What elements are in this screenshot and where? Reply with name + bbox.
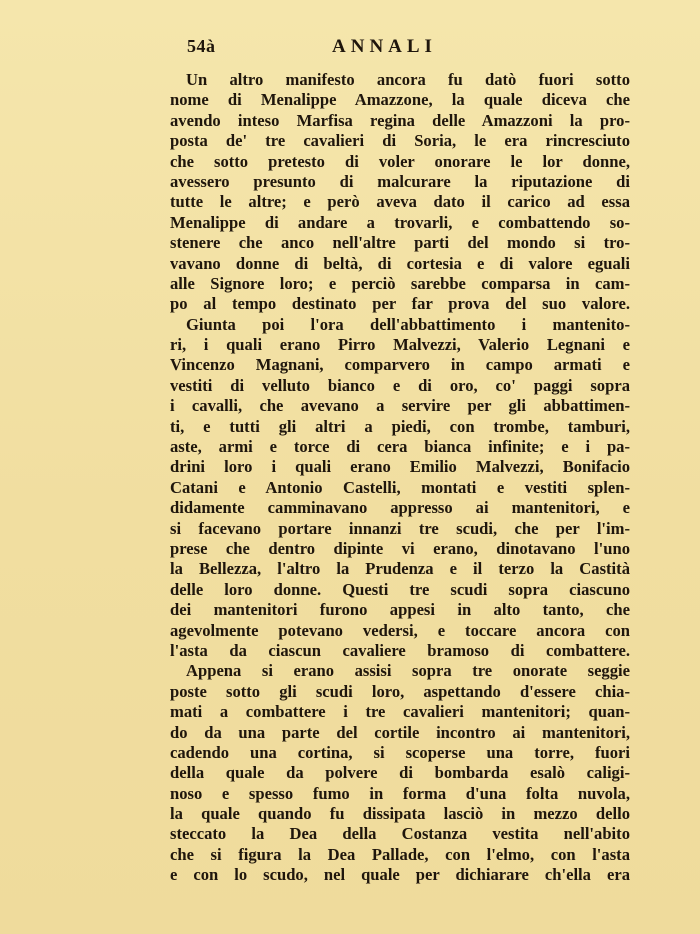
text-line: do da una parte del cortile incontro ai mantenitori,: [170, 722, 630, 742]
text-line: vavano donne di beltà, di cortesia e di valore eguali: [170, 253, 630, 273]
text-line: dei mantenitori furono appesi in alto tanto, che: [170, 600, 630, 620]
text-line: Menalippe di andare a trovarli, e combattendo so-: [170, 212, 630, 232]
paragraph: [170, 70, 630, 315]
text-line: ti, e tutti gli altri a piedi, con trombe, tamburi,: [170, 416, 630, 436]
paragraph: [170, 661, 630, 885]
text-line: vestiti di velluto bianco e di oro, co' paggi sopra: [170, 375, 630, 395]
text-line: della quale da polvere di bombarda esalò caligi-: [170, 763, 630, 783]
text-line: tutte le altre; e però aveva dato il carico ad essa: [170, 192, 630, 212]
text-line: e con lo scudo, nel quale per dichiarare ch'ella era: [170, 865, 630, 885]
text-line: che sotto pretesto di voler onorare le lor donne,: [170, 151, 630, 171]
text-line: drini loro i quali erano Emilio Malvezzi, Bonifacio: [170, 457, 630, 477]
text-line: la quale quando fu dissipata lasciò in mezzo dello: [170, 804, 630, 824]
text-line: Giunta poi l'ora dell'abbattimento i mantenito-: [186, 314, 630, 334]
text-line: Un altro manifesto ancora fu datò fuori sotto: [186, 70, 630, 89]
text-line: cadendo una cortina, si scoperse una torre, fuori: [170, 742, 630, 762]
text-line: poste sotto gli scudi loro, aspettando d'essere chia-: [170, 681, 630, 701]
page-number: 54à: [187, 36, 216, 56]
text-line: posta de' tre cavalieri di Soria, le era rincresciuto: [170, 131, 630, 151]
text-line: Appena si erano assisi sopra tre onorate seggie: [186, 661, 630, 681]
text-line: avessero presunto di malcurare la riputazione di: [170, 171, 630, 191]
text-line: si facevano portare innanzi tre scudi, che per l'im-: [170, 518, 630, 538]
running-title: ANNALI: [332, 36, 437, 57]
text-line: steccato la Dea della Costanza vestita nell'abito: [170, 824, 630, 844]
text-line: noso e spesso fumo in forma d'una folta nuvola,: [170, 783, 630, 803]
body-text: [170, 70, 630, 886]
text-line: Vincenzo Magnani, comparvero in campo armati e: [170, 355, 630, 375]
text-line: stenere che anco nell'altre parti del mondo si tro-: [170, 233, 630, 253]
text-line: po al tempo destinato per far prova del suo valore.: [170, 294, 630, 314]
text-line: ri, i quali erano Pirro Malvezzi, Valerio Legnani e: [170, 335, 630, 355]
text-line: didamente camminavano appresso ai mantenitori, e: [170, 498, 630, 518]
text-line: i cavalli, che avevano a servire per gli abbattimen-: [170, 396, 630, 416]
text-line: alle Signore loro; e perciò sarebbe comparsa in cam-: [170, 273, 630, 293]
text-line: avendo inteso Marfisa regina delle Amazzoni la pro-: [170, 110, 630, 130]
text-line: mati a combattere i tre cavalieri mantenitori; quan-: [170, 702, 630, 722]
text-line: delle loro donne. Questi tre scudi sopra ciascuno: [170, 579, 630, 599]
text-line: che si figura la Dea Pallade, con l'elmo, con l'asta: [170, 844, 630, 864]
text-line: prese che dentro dipinte vi erano, dinotavano l'uno: [170, 538, 630, 558]
text-line: aste, armi e torce di cera bianca infinite; e i pa-: [170, 437, 630, 457]
text-line: la Bellezza, l'altro la Prudenza e il terzo la Castità: [170, 559, 630, 579]
text-line: agevolmente potevano vedersi, e toccare ancora con: [170, 620, 630, 640]
paragraph: [170, 315, 630, 662]
text-line: Catani e Antonio Castelli, montati e vestiti splen-: [170, 477, 630, 497]
text-line: nome di Menalippe Amazzone, la quale diceva che: [170, 90, 630, 110]
text-line: l'asta da ciascun cavaliere bramoso di combattere.: [170, 640, 630, 660]
